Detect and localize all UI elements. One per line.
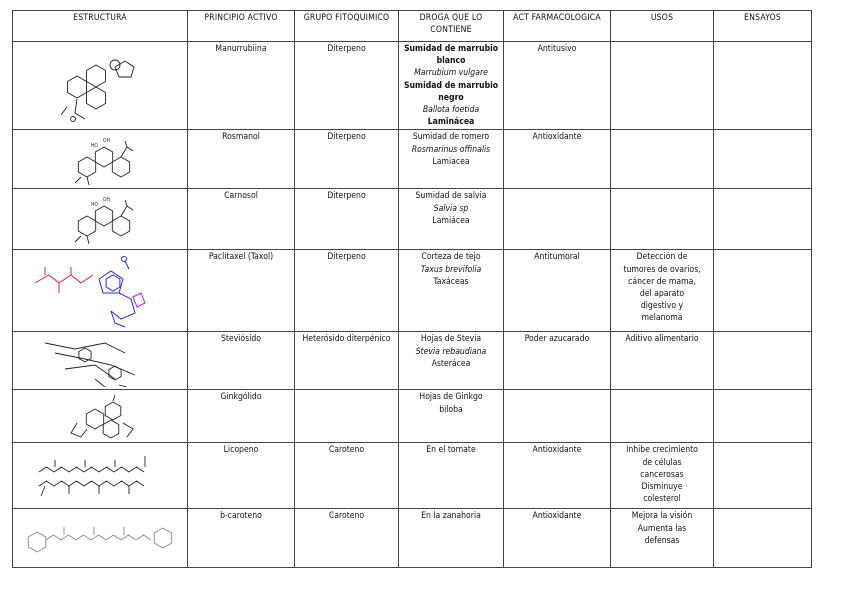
- cell-act-farmacologica: Antioxidante: [504, 443, 611, 509]
- usos-line: digestivo y: [640, 301, 684, 312]
- svg-text:HO: HO: [91, 202, 98, 209]
- cell-usos: [611, 509, 714, 568]
- cell-act-farmacologica: Antioxidante: [504, 130, 611, 189]
- usos-line: cancerosas: [640, 469, 684, 480]
- cell-usos: [611, 390, 714, 443]
- cell-usos: [611, 130, 714, 189]
- cell-principio-activo: b-caroteno: [188, 509, 295, 568]
- cell-ensayos: [714, 250, 812, 332]
- droga-line: biloba: [439, 404, 463, 415]
- cell-principio-activo: Paclitaxel (Taxol): [188, 250, 295, 332]
- abietane-tricyclic-structure-icon: [13, 189, 188, 250]
- droga-line: Ballota foetida: [422, 105, 480, 116]
- cell-ensayos: [714, 390, 812, 443]
- table-body: [13, 42, 812, 568]
- droga-line: Hojas de Ginkgo: [419, 392, 483, 403]
- cell-ensayos: [714, 189, 812, 250]
- glycoside-structure-icon: [13, 332, 188, 390]
- droga-line: Stevia rebaudiana: [415, 346, 487, 357]
- cell-act-farmacologica: Antioxidante: [504, 509, 611, 568]
- header-grupo-fitoquimico: GRUPO FITOQUIMICO: [295, 11, 399, 42]
- cell-usos: [611, 189, 714, 250]
- cell-grupo-fitoquimico: Diterpeno: [295, 42, 399, 130]
- cell-usos: [611, 250, 714, 332]
- droga-line: Sumidad de romero: [412, 132, 490, 143]
- phytochemistry-table: [12, 10, 812, 568]
- usos-line: cáncer de mama,: [628, 276, 696, 287]
- svg-text:HO: HO: [91, 143, 98, 150]
- usos-line: defensas: [644, 535, 680, 546]
- table-row: [13, 42, 812, 130]
- usos-line: Detección de: [636, 252, 688, 263]
- cell-principio-activo: Licopeno: [188, 443, 295, 509]
- droga-line: Lamiacea: [432, 156, 470, 167]
- cell-act-farmacologica: Poder azucarado: [504, 332, 611, 390]
- header-act-farmacologica: ACT FARMACOLOGICA: [504, 11, 611, 42]
- table-row: [13, 332, 812, 390]
- svg-text:OH: OH: [103, 197, 110, 204]
- droga-line: Sumidad de salvia: [415, 191, 487, 202]
- droga-line: Corteza de tejo: [421, 252, 481, 263]
- usos-line: Aditivo alimentario: [625, 334, 699, 345]
- droga-line: Hojas de Stevia: [420, 334, 482, 345]
- cell-droga: [399, 250, 504, 332]
- cell-usos: [611, 332, 714, 390]
- cell-droga: [399, 443, 504, 509]
- droga-line: En el tomate: [426, 445, 476, 456]
- abietane-tricyclic-structure-icon: [13, 130, 188, 189]
- cell-droga: [399, 332, 504, 390]
- droga-line: Taxáceas: [433, 276, 469, 287]
- usos-line: de células: [642, 457, 682, 468]
- svg-text:OH: OH: [103, 138, 110, 145]
- droga-line: Laminácea: [427, 117, 475, 128]
- table-row: [13, 390, 812, 443]
- cell-droga: [399, 509, 504, 568]
- cell-grupo-fitoquimico: [295, 390, 399, 443]
- usos-line: Aumenta las: [637, 523, 687, 534]
- cell-grupo-fitoquimico: Diterpeno: [295, 130, 399, 189]
- droga-line: En la zanahoria: [421, 511, 481, 522]
- usos-line: Inhibe crecimiento: [626, 445, 698, 456]
- header-estructura: ESTRUCTURA: [13, 11, 188, 42]
- cell-principio-activo: Rosmanol: [188, 130, 295, 189]
- cell-grupo-fitoquimico: Caroteno: [295, 443, 399, 509]
- cell-principio-activo: Steviósido: [188, 332, 295, 390]
- usos-line: tumores de ovarios,: [623, 264, 701, 275]
- table-row: [13, 250, 812, 332]
- droga-line: Marrubium vulgare: [414, 68, 488, 79]
- cell-grupo-fitoquimico: Heterósido diterpénico: [295, 332, 399, 390]
- usos-line: del aparato: [639, 289, 685, 300]
- cell-droga: [399, 390, 504, 443]
- cell-usos: [611, 443, 714, 509]
- beta-carotene-chain-structure-icon: [13, 509, 188, 568]
- cell-droga: [399, 130, 504, 189]
- diterpene-furan-lactone-structure-icon: [13, 42, 188, 130]
- usos-line: Disminuye: [641, 482, 683, 493]
- droga-line: Rosmarinus offinalis: [411, 144, 491, 155]
- droga-line: Salvia sp: [433, 203, 469, 214]
- droga-line: Taxus brevifolia: [420, 264, 482, 275]
- lycopene-chain-structure-icon: [13, 443, 188, 509]
- header-usos: USOS: [611, 11, 714, 42]
- droga-line: Asterácea: [431, 358, 471, 369]
- cell-act-farmacologica: [504, 189, 611, 250]
- cell-principio-activo: Ginkgólido: [188, 390, 295, 443]
- cell-act-farmacologica: Antitumoral: [504, 250, 611, 332]
- ginkgolide-cage-structure-icon: [13, 390, 188, 443]
- cell-principio-activo: Carnosol: [188, 189, 295, 250]
- header-ensayos: ENSAYOS: [714, 11, 812, 42]
- droga-line: Sumidad de marrubio blanco: [403, 44, 499, 67]
- cell-ensayos: [714, 130, 812, 189]
- cell-ensayos: [714, 509, 812, 568]
- cell-grupo-fitoquimico: Diterpeno: [295, 189, 399, 250]
- table-row: [13, 130, 812, 189]
- cell-principio-activo: Manurrubiina: [188, 42, 295, 130]
- usos-line: colesterol: [643, 494, 681, 505]
- cell-usos: [611, 42, 714, 130]
- cell-act-farmacologica: [504, 390, 611, 443]
- usos-line: melanoma: [641, 313, 683, 324]
- cell-droga: [399, 42, 504, 130]
- header-principio-activo: PRINCIPIO ACTIVO: [188, 11, 295, 42]
- cell-grupo-fitoquimico: Caroteno: [295, 509, 399, 568]
- droga-line: Sumidad de marrubio negro: [403, 80, 499, 103]
- header-row: [13, 11, 812, 42]
- paclitaxel-colored-structure-icon: [13, 250, 188, 332]
- cell-droga: [399, 189, 504, 250]
- cell-act-farmacologica: Antitusivo: [504, 42, 611, 130]
- cell-ensayos: [714, 332, 812, 390]
- cell-grupo-fitoquimico: Diterpeno: [295, 250, 399, 332]
- cell-ensayos: [714, 443, 812, 509]
- table-row: [13, 509, 812, 568]
- droga-line: Lamiácea: [432, 215, 470, 226]
- cell-ensayos: [714, 42, 812, 130]
- table-row: [13, 443, 812, 509]
- header-droga: DROGA QUE LO CONTIENE: [399, 11, 504, 42]
- table-row: [13, 189, 812, 250]
- usos-line: Mejora la visión: [631, 511, 693, 522]
